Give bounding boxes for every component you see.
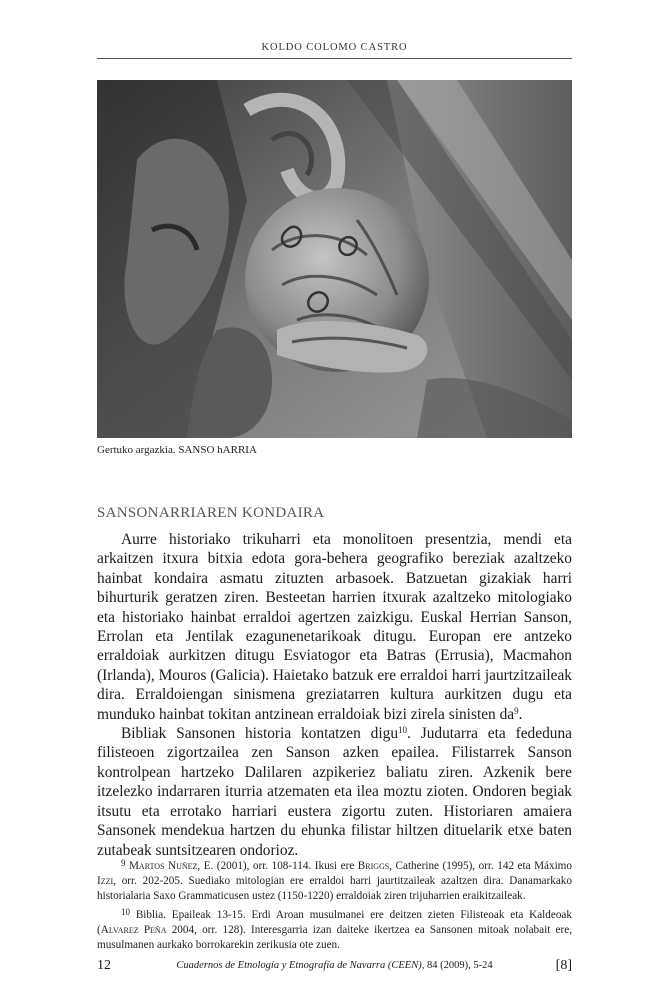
paragraph-1 <box>97 530 572 724</box>
figure-caption: Gertuko argazkia. SANSO hARRIA <box>97 444 257 456</box>
body-text <box>97 530 572 860</box>
journal-title: Cuadernos de Etnología y Etnografía de Navarra (CEEN) <box>176 960 422 971</box>
paragraph-1-text: Aurre historiako trikuharri eta monolitoen presentzia, mendi eta arkaitzen itxura bitxia edota gora-behera geografiko bereziak azaltzeko hainbat kondaira asmatu zituzten arbasoek. Batzuetan gizakiak harri bihurturik geratzen ziren. Besteetan harrien itxurak azaltzeko mitologiako eta historiako hainbat erraldoi agertzen zaizkigu. Euskal Herrian Sanson, Errolan eta Jentilak ezagunenetarikoak ditugu. Europan ere antzeko erraldoiak aurkitzen ditugu Esviatogor eta Batras (Errusia), Macmahon (Irlanda), Mouros (Galicia). Haietako batzuk ere erraldoi harri jaurtzitzaileak dira. Erraldoiengan sinismena greziatarren kultura aurkitzen dugu eta munduko hainbat tokitan antzinean erraldoiak bizi zirela sinisten da <box>97 531 572 723</box>
journal-volume: , 84 (2009), 5-24 <box>421 960 493 971</box>
paragraph-1-end: . <box>518 705 523 723</box>
footnote-ref-9[interactable]: 9 <box>514 705 519 716</box>
footnote-9-text-1: , E. (2001), orr. 108-114. Ikusi ere <box>197 860 358 872</box>
paragraph-2-text-a: Bibliak Sansonen historia kontatzen digu <box>121 725 399 743</box>
footnote-10-author-1: Alvarez Peña <box>100 923 167 936</box>
footnote-9-number: 9 <box>121 858 126 868</box>
sanso-stone-photo <box>97 80 572 438</box>
footnotes <box>97 856 572 953</box>
paragraph-2 <box>97 724 572 860</box>
footnote-9 <box>97 856 572 905</box>
section-title: SANSONARRIAREN KONDAIRA <box>97 505 325 521</box>
paragraph-2-text-b: . Judutarra eta fededuna filisteoen zigortzailea zen Sanson azken epailea. Filistarrek Sanson kontrolpean hartzeko Dalilaren azpikeriez baliatu ziren. Azkenik bere itzelezko indarraren iturria atzematen eta ilea moztu zioten. Ondoren begiak itsutu eta errotako harriari eustera zigortu zuten. Historiaren amaiera Sansonek mendekua hartzen du ehunka filistar hiltzen dituelarik etxe baten zutabeak suntsitzearen ondorioz. <box>97 725 572 859</box>
footnote-10-text-2: 2004, orr. 128). Interesgarria izan daiteke ikertzea ea Sansonen mitoak nolabait ere, musulmanen aurkako borrokarekin zerikusia ote zuen. <box>97 923 572 952</box>
footnote-10 <box>97 905 572 954</box>
footnote-ref-10[interactable]: 10 <box>398 725 408 736</box>
bracket-page-number: [8] <box>555 958 572 973</box>
footnote-9-author-1: Martos Nuñez <box>128 860 198 872</box>
footnote-9-text-3: , orr. 202-205. Suediako mitologian ere erraldoi harri jaurtitzaileak azaltzen dira. Danamarkako historialaria Saxo Grammaticusen ustez (1150-1220) erraldoiak ziren trijuharrien eraikitzaileak. <box>97 875 572 903</box>
footnote-10-number: 10 <box>121 906 130 917</box>
header-rule <box>97 58 572 59</box>
running-head: KOLDO COLOMO CASTRO <box>261 42 408 53</box>
footnote-9-author-3: Izzi <box>97 875 114 888</box>
journal-citation <box>97 960 572 971</box>
footnote-10-text-1: Biblia. Epaileak 13-15. Erdi Aroan musulmanei ere deitzen zieten Filisteoak eta Kaldeoak ( <box>97 908 572 936</box>
footnote-9-author-2: Briggs <box>357 860 390 872</box>
footnote-9-text-2: , Catherine (1995), orr. 142 eta Máximo <box>389 860 572 872</box>
page-number: 12 <box>97 958 111 973</box>
